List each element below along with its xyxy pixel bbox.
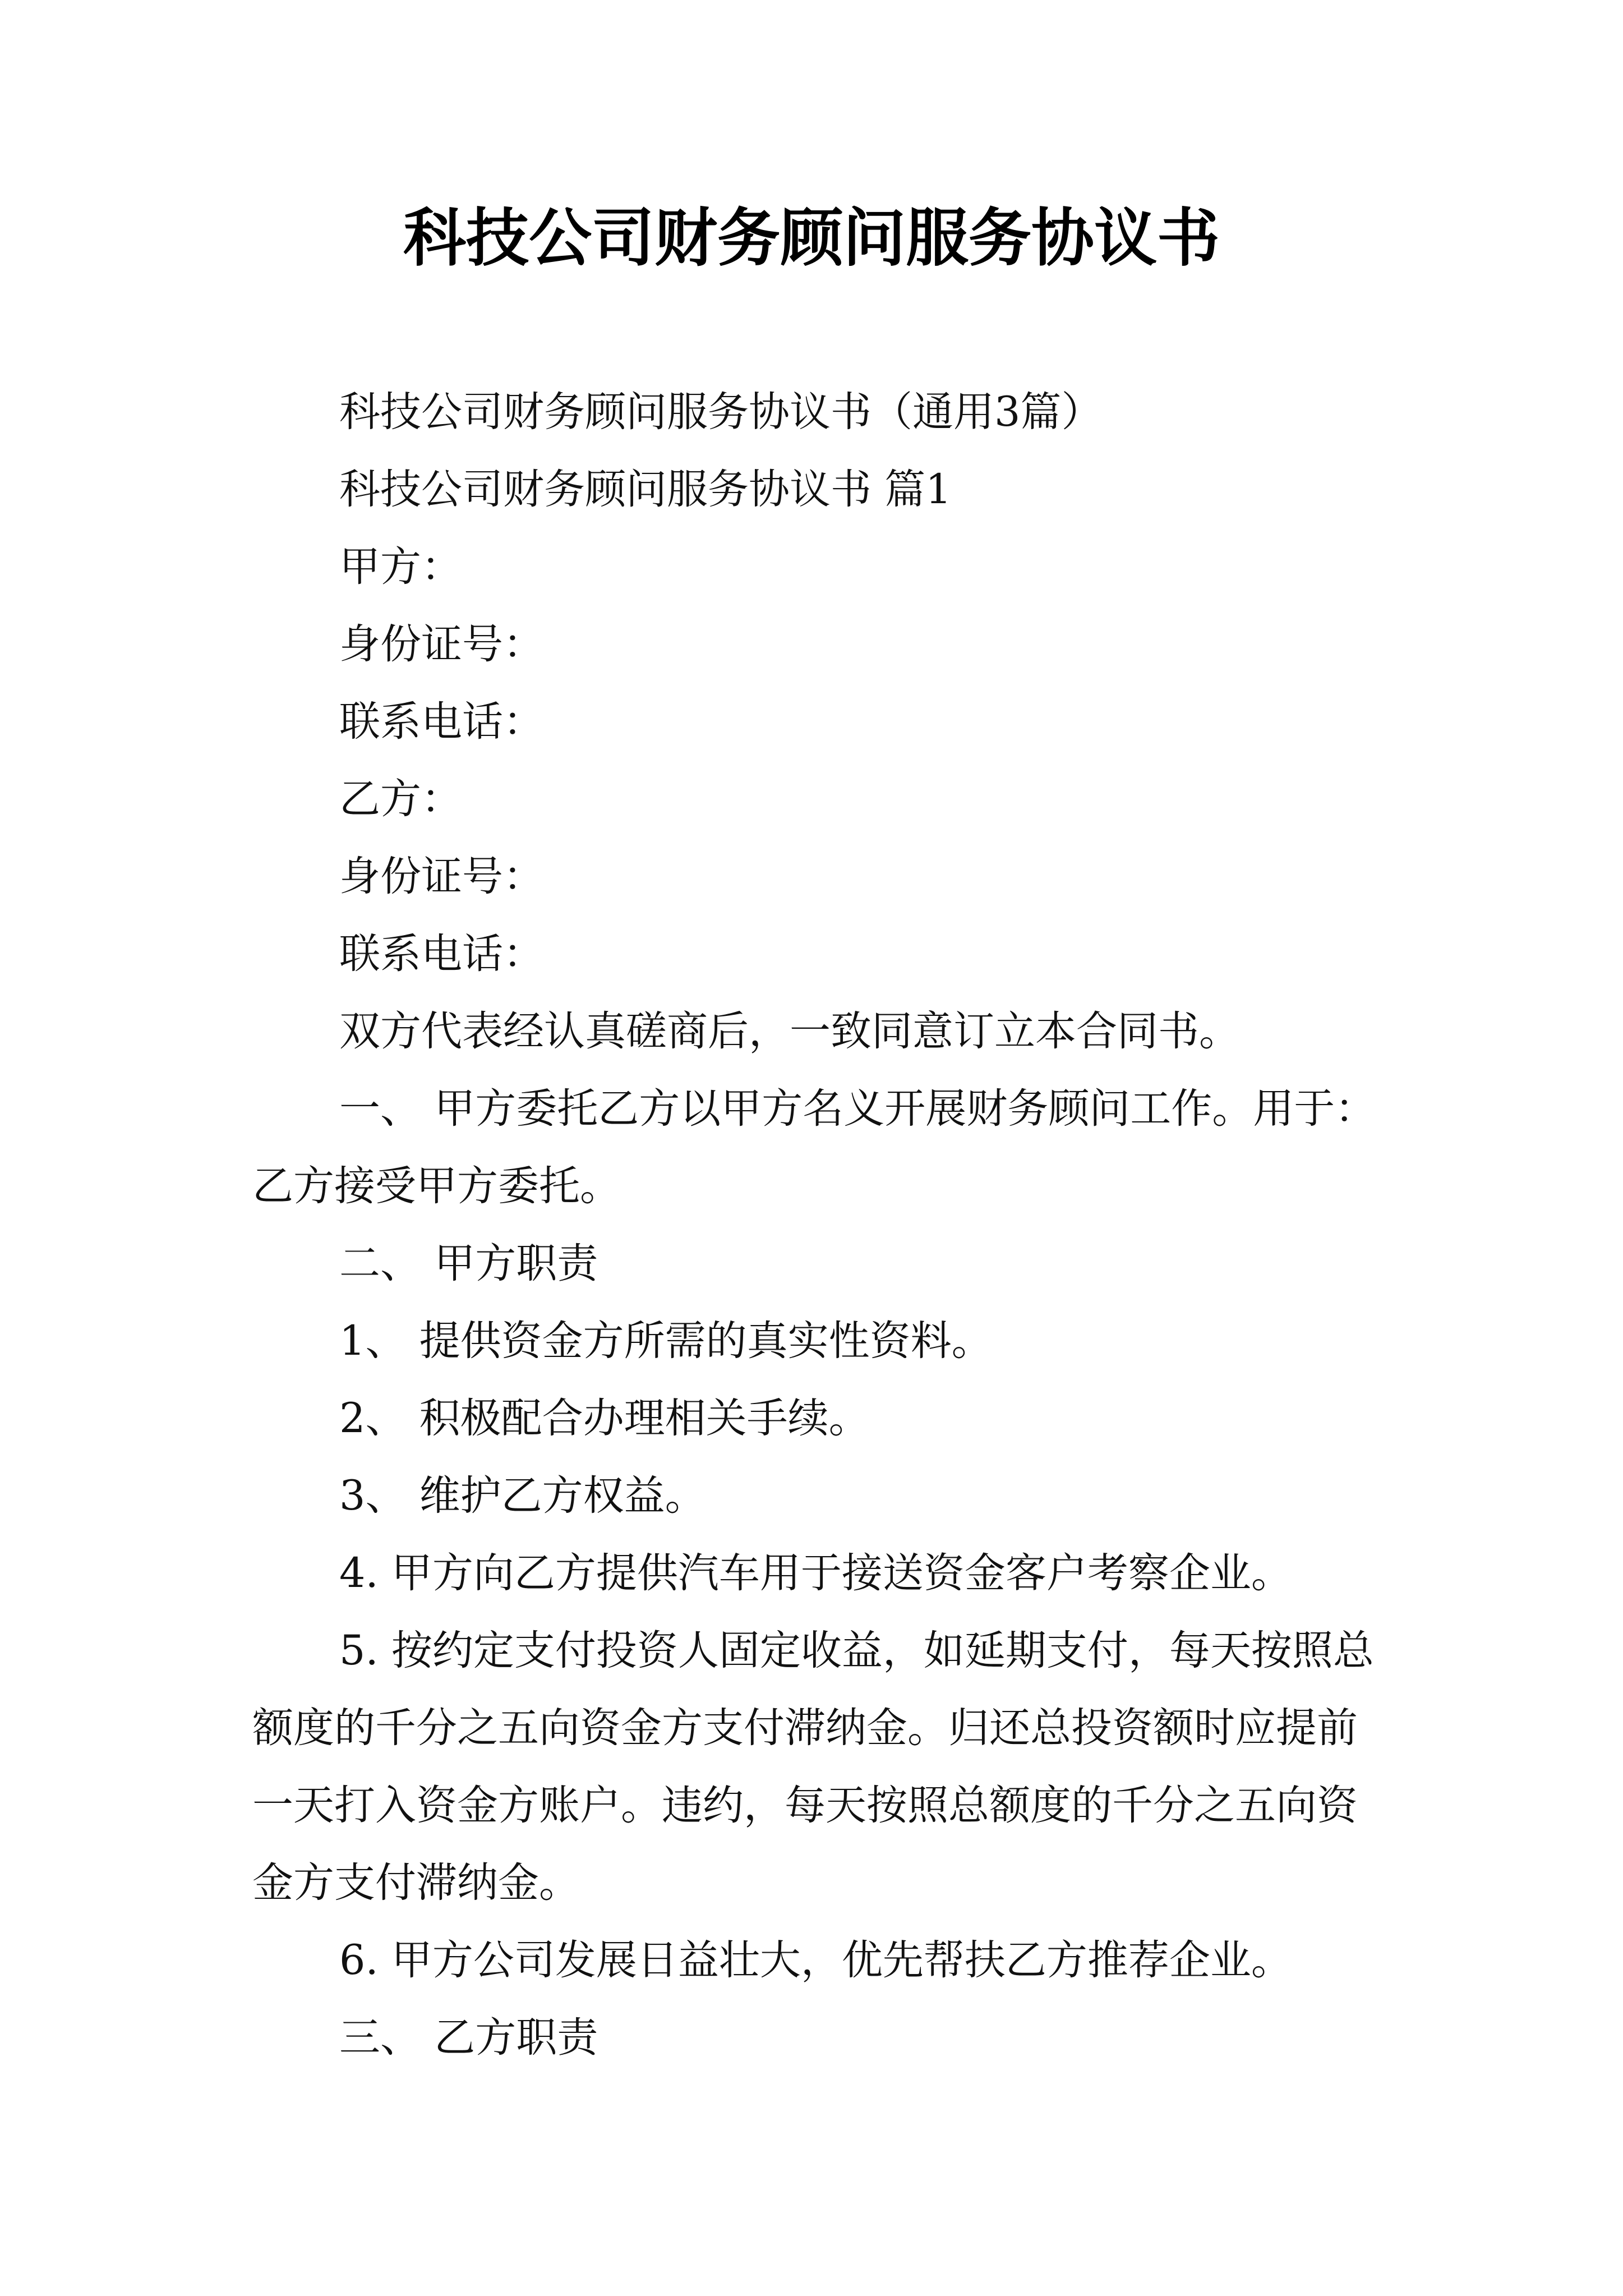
paragraph-agreement-intro: 双方代表经认真磋商后，一致同意订立本合同书。: [339, 1007, 1240, 1055]
clause-2-item-3: 3、 维护乙方权益。: [339, 1472, 706, 1520]
party-a-phone-label: 联系电话：: [339, 698, 544, 746]
clause-2-item-4: 4. 甲方向乙方提供汽车用于接送资金客户考察企业。: [339, 1549, 1292, 1597]
paragraph-section-heading: 科技公司财务顾问服务协议书 篇1: [339, 466, 952, 513]
party-b-phone-label: 联系电话：: [339, 930, 544, 978]
paragraph-subtitle: 科技公司财务顾问服务协议书（通用3篇）: [339, 388, 1103, 436]
clause-2-item-1: 1、 提供资金方所需的真实性资料。: [339, 1317, 993, 1365]
document-body: [252, 374, 1382, 2077]
clause-2-item-2: 2、 积极配合办理相关手续。: [339, 1395, 870, 1442]
party-b-label: 乙方：: [339, 775, 462, 823]
party-a-label: 甲方：: [339, 543, 462, 591]
clause-1: 一、 甲方委托乙方以甲方名义开展财务顾问工作。用于：乙方接受甲方委托。: [252, 1085, 1376, 1210]
clause-2-heading: 二、 甲方职责: [339, 1240, 598, 1287]
party-a-id-label: 身份证号：: [339, 620, 544, 668]
clause-3-heading: 三、 乙方职责: [339, 2014, 598, 2062]
clause-2-item-6: 6. 甲方公司发展日益壮大，优先帮扶乙方推荐企业。: [339, 1936, 1292, 1984]
party-b-id-label: 身份证号：: [339, 853, 544, 900]
document-title: 科技公司财务顾问服务协议书: [403, 201, 1220, 275]
clause-2-item-5: 5. 按约定支付投资人固定收益，如延期支付，每天按照总额度的千分之五向资金方支付滞纳金。归还总投资额时应提前一天打入资金方账户。违约，每天按照总额度的千分之五向资金方支付滞纳金。: [252, 1627, 1374, 1907]
